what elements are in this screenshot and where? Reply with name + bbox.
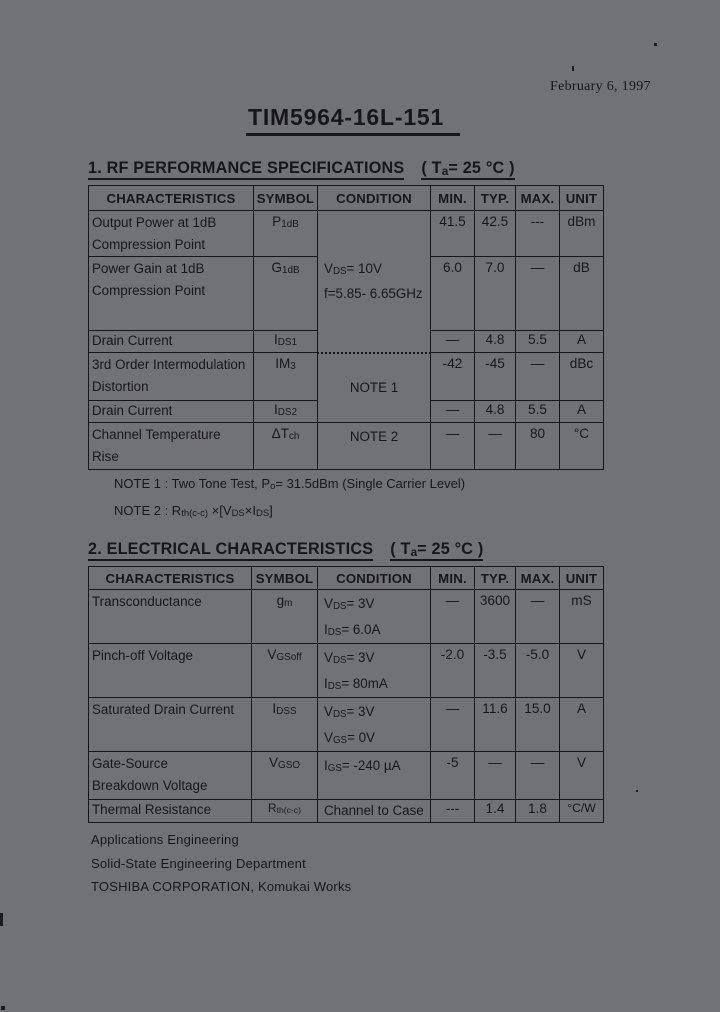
section1-heading-text: 1. RF PERFORMANCE SPECIFICATIONS: [88, 159, 404, 180]
characteristic-line: Breakdown Voltage: [92, 778, 208, 793]
cell-condition: [318, 800, 431, 823]
condition-line: Channel to Case: [324, 803, 424, 818]
cell-typ: 1.4: [475, 800, 516, 823]
characteristic-line: Thermal Resistance: [92, 802, 212, 817]
characteristic-line: Drain Current: [92, 333, 173, 348]
cell-unit: A: [560, 331, 604, 353]
cell-min: —: [431, 401, 475, 423]
cell-symbol: P1dB: [254, 211, 318, 257]
cell-typ: 42.5: [475, 211, 516, 257]
cell-unit: V: [560, 752, 604, 800]
column-header-typ: TYP.: [475, 186, 516, 211]
cell-min: —: [431, 331, 475, 353]
column-header-max: MAX.: [516, 186, 560, 211]
cell-unit: °C/W: [560, 800, 604, 823]
cell-max: 80: [516, 423, 560, 470]
cell-max: 15.0: [516, 698, 560, 752]
cell-condition: [318, 644, 431, 698]
column-header-max: MAX.: [516, 567, 560, 590]
cell-condition: [318, 752, 431, 800]
condition-line: IGS= -240 µA: [324, 758, 401, 775]
cell-unit: dB: [560, 257, 604, 331]
cell-unit: V: [560, 644, 604, 698]
section1-temp-condition: ( Ta= 25 °C ): [421, 159, 514, 180]
characteristic-line: 3rd Order Intermodulation: [92, 357, 246, 372]
cell-min: —: [431, 423, 475, 470]
section2-heading-text: 2. ELECTRICAL CHARACTERISTICS: [88, 540, 373, 561]
footer-block: [91, 828, 351, 899]
cell-min: —: [431, 698, 475, 752]
cell-min: —: [431, 590, 475, 644]
cell-characteristics: [89, 698, 252, 752]
cell-typ: -45: [475, 353, 516, 401]
cell-unit: dBm: [560, 211, 604, 257]
table-row: [89, 590, 604, 644]
characteristic-line: Compression Point: [92, 237, 206, 252]
cell-typ: -3.5: [475, 644, 516, 698]
column-header-typ: TYP.: [475, 567, 516, 590]
cell-min: -42: [431, 353, 475, 401]
footer-line: TOSHIBA CORPORATION, Komukai Works: [91, 879, 352, 895]
cell-max: —: [516, 752, 560, 800]
cell-max: —: [516, 257, 560, 331]
table-row: [89, 423, 604, 470]
column-header-characteristics: CHARACTERISTICS: [89, 186, 254, 211]
condition-line: f=5.85- 6.65GHz: [324, 286, 423, 302]
cell-characteristics: [89, 331, 254, 353]
cell-typ: 11.6: [475, 698, 516, 752]
cell-max: 1.8: [516, 800, 560, 823]
scan-artifact: [654, 43, 657, 46]
table-header-row: [89, 567, 604, 590]
characteristic-line: Distortion: [92, 379, 149, 394]
electrical-char-table: [88, 566, 604, 823]
condition-line: VGS= 0V: [324, 729, 375, 746]
section2-heading: [88, 540, 483, 559]
characteristic-line: Output Power at 1dB: [92, 215, 217, 230]
column-header-condition: CONDITION: [318, 186, 431, 211]
cell-min: -2.0: [431, 644, 475, 698]
characteristic-line: Transconductance: [92, 594, 202, 609]
cell-symbol: IM3: [254, 353, 318, 401]
footer-line: Applications Engineering: [91, 832, 239, 847]
table-row: [89, 698, 604, 752]
cell-symbol: G1dB: [254, 257, 318, 331]
section1-heading: [88, 159, 515, 178]
cell-symbol: IDSS: [252, 698, 318, 752]
cell-symbol: VGSoff: [252, 644, 318, 698]
cell-unit: mS: [560, 590, 604, 644]
cell-characteristics: [89, 800, 252, 823]
cell-condition: [318, 590, 431, 644]
characteristic-line: Rise: [92, 449, 119, 464]
note-line: NOTE 2 : Rth(c-c) ×[VDS×IDS]: [114, 502, 273, 519]
characteristic-line: Drain Current: [92, 403, 173, 418]
rf-spec-table: [88, 185, 604, 470]
characteristic-line: Power Gain at 1dB: [92, 261, 205, 276]
scan-artifact: [1, 1006, 5, 1010]
cell-typ: 7.0: [475, 257, 516, 331]
condition-line: IDS= 6.0A: [324, 621, 381, 638]
cell-typ: 3600: [475, 590, 516, 644]
condition-line: VDS= 3V: [324, 650, 375, 667]
cell-characteristics: [89, 401, 254, 423]
cell-typ: —: [475, 423, 516, 470]
characteristic-line: Pinch-off Voltage: [92, 648, 193, 663]
cell-symbol: IDS2: [254, 401, 318, 423]
table1-notes: [114, 472, 465, 525]
cell-characteristics: [89, 752, 252, 800]
column-header-unit: UNIT: [560, 186, 604, 211]
cell-max: ---: [516, 211, 560, 257]
cell-max: -5.0: [516, 644, 560, 698]
cell-typ: 4.8: [475, 331, 516, 353]
scan-artifact: [0, 913, 3, 926]
cell-characteristics: [89, 257, 254, 331]
cell-condition-note1: NOTE 1: [318, 353, 431, 423]
column-header-characteristics: CHARACTERISTICS: [89, 567, 252, 590]
cell-characteristics: [89, 423, 254, 470]
characteristic-line: Saturated Drain Current: [92, 702, 235, 717]
cell-unit: A: [560, 698, 604, 752]
cell-max: —: [516, 590, 560, 644]
document-title: TIM5964-16L-151: [246, 104, 460, 136]
cell-condition: [318, 211, 431, 353]
cell-min: 6.0: [431, 257, 475, 331]
table-row: [89, 800, 604, 823]
cell-characteristics: [89, 644, 252, 698]
cell-characteristics: [89, 590, 252, 644]
column-header-symbol: SYMBOL: [252, 567, 318, 590]
footer-line: Solid-State Engineering Department: [91, 855, 306, 871]
cell-characteristics: [89, 211, 254, 257]
cell-unit: dBc: [560, 353, 604, 401]
condition-line: VDS= 3V: [324, 596, 375, 613]
condition-line: IDS= 80mA: [324, 675, 388, 692]
cell-symbol: Rth(c-c): [252, 800, 318, 823]
cell-min: 41.5: [431, 211, 475, 257]
column-header-unit: UNIT: [560, 567, 604, 590]
characteristic-line: Gate-Source: [92, 756, 168, 771]
cell-typ: —: [475, 752, 516, 800]
column-header-min: MIN.: [431, 186, 475, 211]
table-header-row: [89, 186, 604, 211]
cell-unit: A: [560, 401, 604, 423]
cell-max: 5.5: [516, 331, 560, 353]
table-row: [89, 211, 604, 257]
document-date: February 6, 1997: [550, 79, 651, 94]
table-row: [89, 752, 604, 800]
scan-artifact: [572, 66, 574, 71]
cell-min: ---: [431, 800, 475, 823]
cell-max: —: [516, 353, 560, 401]
condition-line: VDS= 10V: [324, 260, 382, 278]
cell-symbol: IDS1: [254, 331, 318, 353]
cell-min: -5: [431, 752, 475, 800]
cell-symbol: ΔTch: [254, 423, 318, 470]
characteristic-line: Compression Point: [92, 283, 206, 298]
cell-symbol: VGSO: [252, 752, 318, 800]
section2-temp-condition: ( Ta= 25 °C ): [390, 540, 483, 561]
characteristic-line: Channel Temperature: [92, 427, 221, 442]
cell-unit: °C: [560, 423, 604, 470]
note-line: NOTE 1 : Two Tone Test, Po= 31.5dBm (Single Carrier Level): [114, 476, 466, 493]
cell-characteristics: [89, 353, 254, 401]
table-row: [89, 644, 604, 698]
condition-line: VDS= 3V: [324, 704, 375, 721]
cell-typ: 4.8: [475, 401, 516, 423]
scan-artifact: [636, 790, 638, 792]
cell-condition-note2: NOTE 2: [318, 423, 431, 470]
column-header-condition: CONDITION: [318, 567, 431, 590]
column-header-min: MIN.: [431, 567, 475, 590]
cell-condition: [318, 698, 431, 752]
column-header-symbol: SYMBOL: [254, 186, 318, 211]
cell-symbol: gm: [252, 590, 318, 644]
cell-max: 5.5: [516, 401, 560, 423]
table-row: [89, 353, 604, 401]
